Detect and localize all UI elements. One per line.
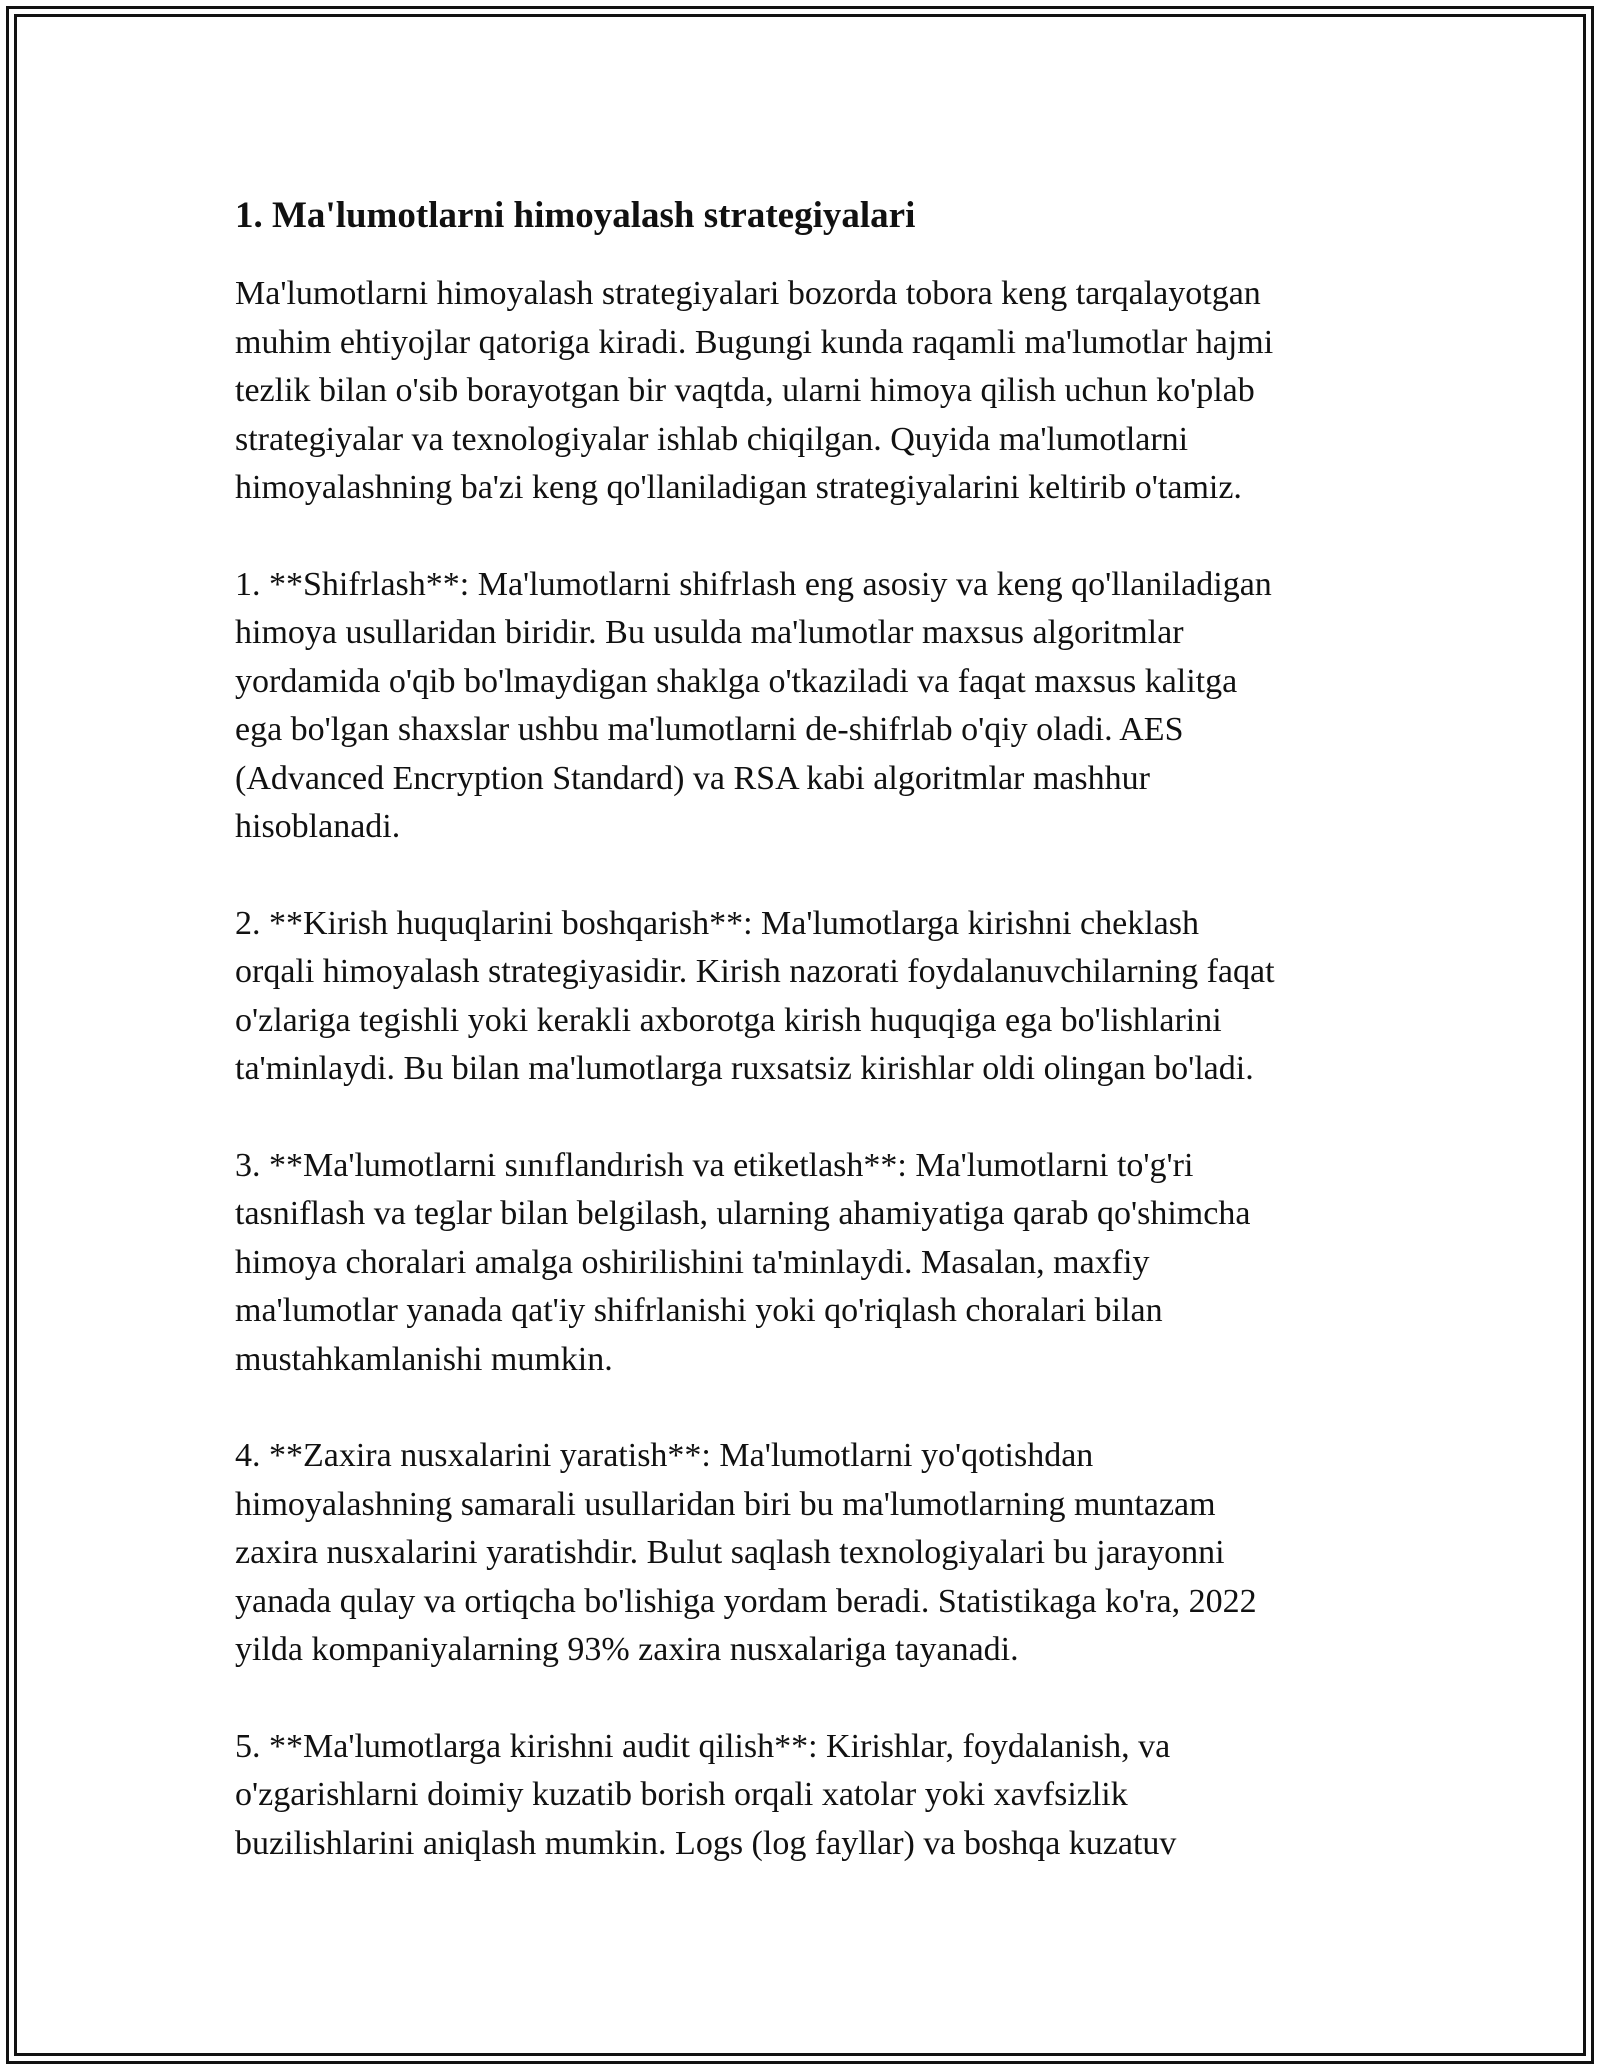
text-line: 1. **Shifrlash**: Ma'lumotlarni shifrlash eng asosiy va keng qo'llaniladigan [235, 565, 1272, 603]
text-line: yordamida o'qib bo'lmaydigan shaklga o'tkaziladi va faqat maxsus kalitga [235, 662, 1238, 700]
text-line: himoyalashning ba'zi keng qo'llaniladigan strategiyalarini keltirib o'tamiz. [235, 469, 1242, 506]
text-line: mustahkamlanishi mumkin. [235, 1340, 613, 1378]
text-line: orqali himoyalash strategiyasidir. Kirish nazorati foydalanuvchilarning faqat [235, 953, 1275, 990]
text-line: 5. **Ma'lumotlarga kirishni audit qilish**: Kirishlar, foydalanish, va [235, 1727, 1171, 1765]
item-zaxira-paragraph [235, 1432, 1365, 1675]
item-audit-paragraph [235, 1723, 1365, 1869]
text-line: hisoblanadi. [235, 808, 401, 845]
text-line: himoya choralari amalga oshirilishini ta'minlaydi. Masalan, maxfiy [235, 1243, 1150, 1281]
text-line: zaxira nusxalarini yaratishdir. Bulut saqlash texnologiyalari bu jarayonni [235, 1534, 1225, 1571]
text-line: himoya usullaridan biridir. Bu usulda ma'lumotlar maxsus algoritmlar [235, 614, 1184, 651]
text-line: 3. **Ma'lumotlarni sınıflandırish va etiketlash**: Ma'lumotlarni to'g'ri [235, 1146, 1194, 1184]
section-heading: 1. Ma'lumotlarni himoyalash strategiyalari [235, 195, 916, 236]
document-body [235, 188, 1365, 1916]
text-line: strategiyalar va texnologiyalar ishlab chiqilgan. Quyida ma'lumotlarni [235, 420, 1189, 458]
text-line: yanada qulay va ortiqcha bo'lishiga yordam beradi. Statistikaga ko'ra, 2022 [235, 1582, 1257, 1620]
text-line: tasniflash va teglar bilan belgilash, ularning ahamiyatiga qarab qo'shimcha [235, 1195, 1251, 1232]
text-line: 2. **Kirish huquqlarini boshqarish**: Ma'lumotlarga kirishni cheklash [235, 904, 1199, 942]
text-line: ega bo'lgan shaxslar ushbu ma'lumotlarni de-shifrlab o'qiy oladi. AES [235, 711, 1184, 748]
text-line: tezlik bilan o'sib borayotgan bir vaqtda, ularni himoya qilish uchun ko'plab [235, 372, 1255, 409]
text-line: Ma'lumotlarni himoyalash strategiyalari bozorda tobora keng tarqalayotgan [235, 275, 1261, 312]
text-line: 4. **Zaxira nusxalarini yaratish**: Ma'lumotlarni yo'qotishdan [235, 1437, 1094, 1474]
intro-paragraph [235, 270, 1365, 513]
text-line: himoyalashning samarali usullaridan biri bu ma'lumotlarning muntazam [235, 1485, 1216, 1523]
text-line: o'zlariga tegishli yoki kerakli axborotga kirish huquqiga ega bo'lishlarini [235, 1001, 1222, 1039]
text-line: yilda kompaniyalarning 93% zaxira nusxalariga tayanadi. [235, 1631, 1019, 1668]
item-kirish-huquqlari-paragraph [235, 900, 1365, 1094]
text-line: muhim ehtiyojlar qatoriga kiradi. Bugungi kunda raqamli ma'lumotlar hajmi [235, 323, 1274, 361]
text-line: (Advanced Encryption Standard) va RSA kabi algoritmlar mashhur [235, 759, 1150, 797]
text-line: o'zgarishlarni doimiy kuzatib borish orqali xatolar yoki xavfsizlik [235, 1776, 1128, 1813]
text-line: buzilishlarini aniqlash mumkin. Logs (log fayllar) va boshqa kuzatuv [235, 1824, 1177, 1862]
item-tasniflash-paragraph [235, 1142, 1365, 1385]
text-line: ma'lumotlar yanada qat'iy shifrlanishi yoki qo'riqlash choralari bilan [235, 1292, 1163, 1329]
item-shifrlash-paragraph [235, 561, 1365, 852]
text-line: ta'minlaydi. Bu bilan ma'lumotlarga ruxsatsiz kirishlar oldi olingan bo'ladi. [235, 1050, 1254, 1087]
